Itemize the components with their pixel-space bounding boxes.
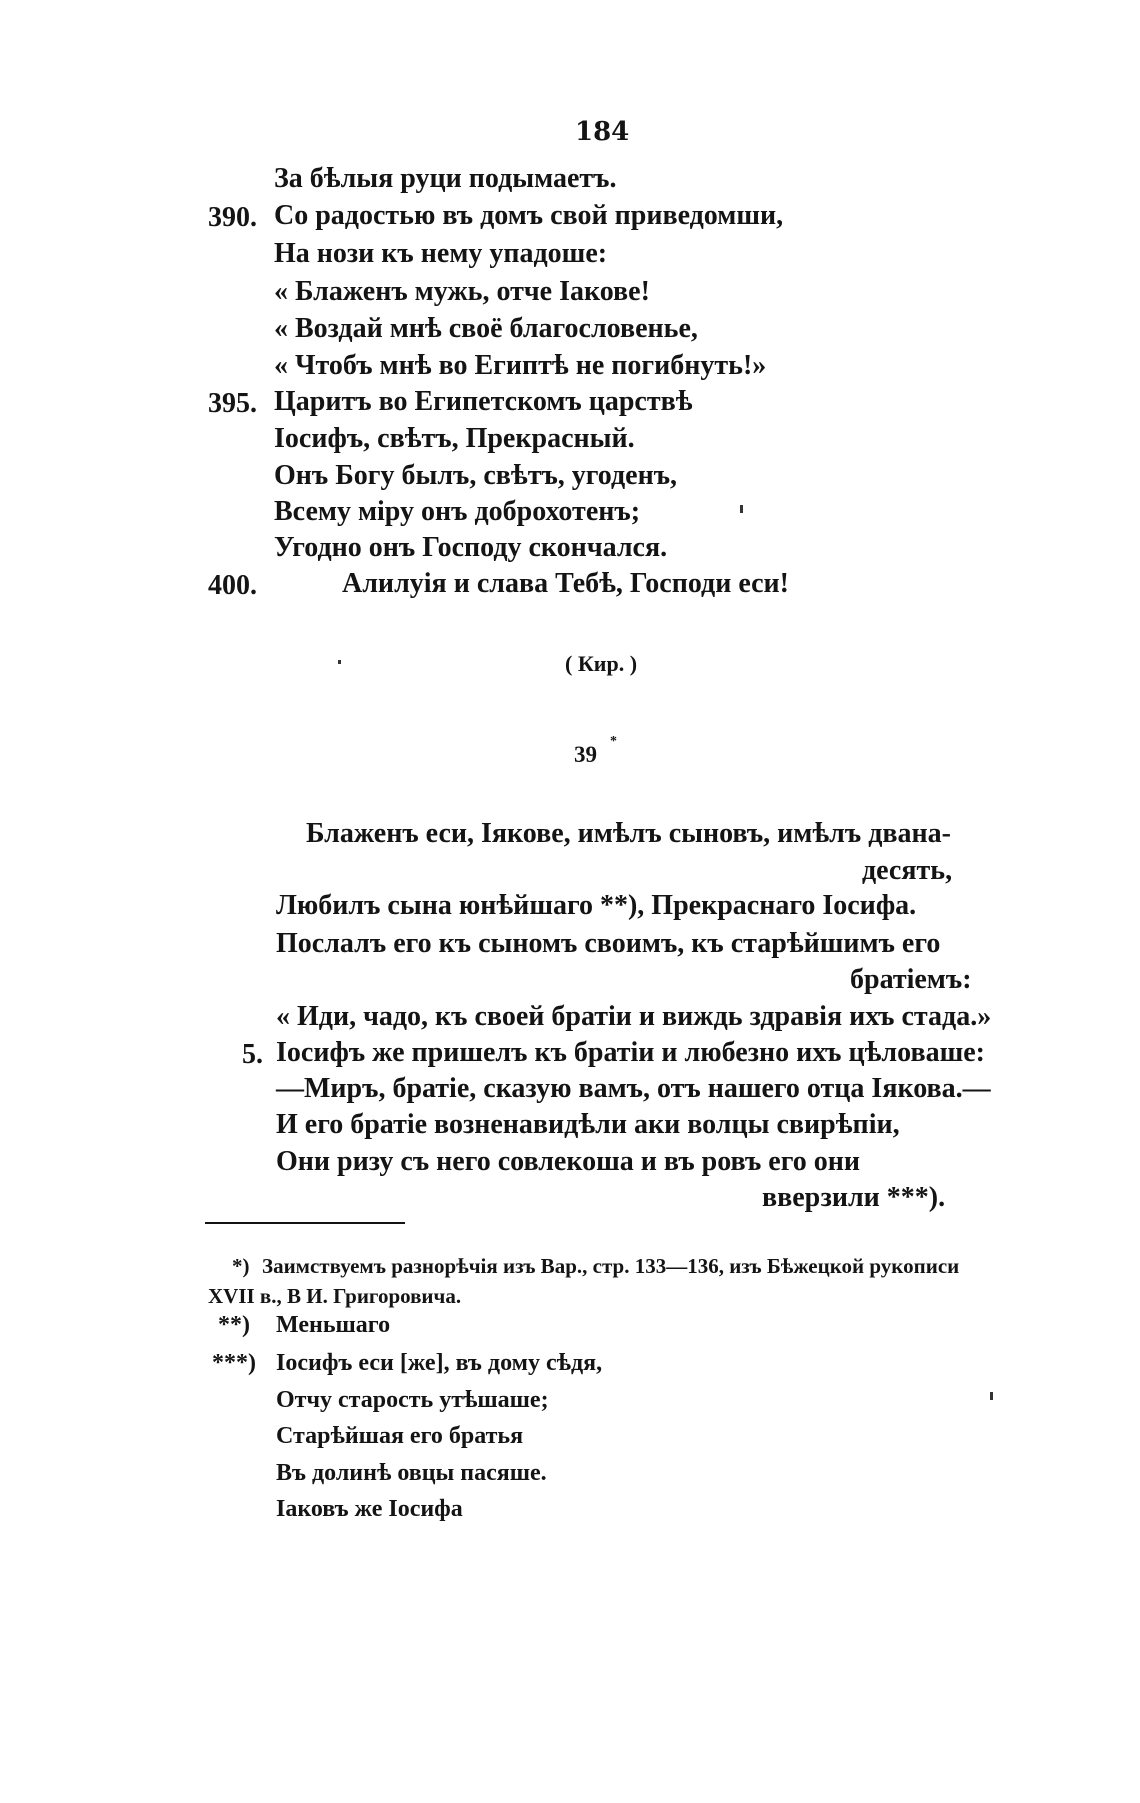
footnote-verse-line: Отчу старость утѣшаше; <box>276 1387 549 1413</box>
verse-line: Они ризу съ него совлекоша и въ ровъ его они <box>276 1146 860 1177</box>
verse-line: Онъ Богу былъ, свѣтъ, угоденъ, <box>274 460 678 491</box>
verse-line: Царитъ во Египетскомъ царствѣ <box>274 386 693 417</box>
footnote-mark: *) <box>232 1254 250 1278</box>
print-speck <box>740 505 743 513</box>
verse-line-continuation: братіемъ: <box>850 964 972 995</box>
verse-line: —Миръ, братіе, сказую вамъ, отъ нашего отца Іякова.— <box>276 1073 991 1104</box>
verse-line: Всему міру онъ доброхотенъ; <box>274 496 641 527</box>
line-number: 390. <box>208 202 257 233</box>
footnote-text: Заимствуемъ разнорѣчія изъ Вар., стр. 133—136, изъ Бѣжецкой рукописи <box>262 1254 960 1278</box>
verse-line: За бѣлыя руци подымаетъ. <box>274 163 617 194</box>
verse-line: Блаженъ еси, Іякове, имѣлъ сыновъ, имѣлъ двана- <box>306 818 951 849</box>
poem-number: 39 <box>574 742 597 767</box>
print-speck <box>990 1392 993 1400</box>
line-number: 395. <box>208 388 257 419</box>
footnote-rule <box>205 1222 405 1224</box>
footnote-verse-line: Старѣйшая его братья <box>276 1423 524 1449</box>
verse-line: « Иди, чадо, къ своей братіи и виждь здравія ихъ стада.» <box>276 1001 992 1032</box>
footnote-mark: ***) <box>212 1350 256 1376</box>
verse-line: Угодно онъ Господу скончался. <box>274 532 668 563</box>
footnote-mark: **) <box>218 1312 250 1338</box>
verse-line: « Чтобъ мнѣ во Египтѣ не погибнуть!» <box>274 350 767 381</box>
verse-line: « Воздай мнѣ своё благословенье, <box>274 313 698 344</box>
verse-line: И его братіе возненавидѣли аки волцы свирѣпіи, <box>276 1109 900 1140</box>
verse-line: Любилъ сына юнѣйшаго **), Прекраснаго Іосифа. <box>276 890 917 921</box>
print-speck <box>338 660 341 664</box>
verse-line: Іосифъ, свѣтъ, Прекрасный. <box>274 423 635 454</box>
line-number: 5. <box>242 1039 263 1070</box>
attribution: ( Кир. ) <box>565 651 638 676</box>
verse-line: Алилуія и слава Тебѣ, Господи еси! <box>342 568 789 599</box>
line-number: 400. <box>208 570 257 601</box>
verse-line: Со радостью въ домъ свой приведомши, <box>274 200 784 231</box>
footnote-verse-line: Іосифъ еси [же], въ дому сѣдя, <box>276 1350 603 1376</box>
poem-number-star: * <box>610 734 617 749</box>
verse-line: На нози къ нему упадоше: <box>274 238 608 269</box>
footnote-verse-line: Іаковъ же Іосифа <box>276 1496 463 1522</box>
verse-line-continuation: десять, <box>862 855 953 886</box>
verse-line-continuation: вверзили ***). <box>762 1182 946 1213</box>
page-number: 184 <box>575 117 630 147</box>
footnote-verse-line: Въ долинѣ овцы пасяше. <box>276 1460 547 1486</box>
verse-line: Іосифъ же пришелъ къ братіи и любезно ихъ цѣловаше: <box>276 1037 985 1068</box>
verse-line: « Блаженъ мужь, отче Іакове! <box>274 276 650 307</box>
footnote-text: Меньшаго <box>276 1312 391 1338</box>
footnote-text: XVII в., В И. Григоровича. <box>208 1284 462 1308</box>
verse-line: Послалъ его къ сыномъ своимъ, къ старѣйшимъ его <box>276 928 941 959</box>
